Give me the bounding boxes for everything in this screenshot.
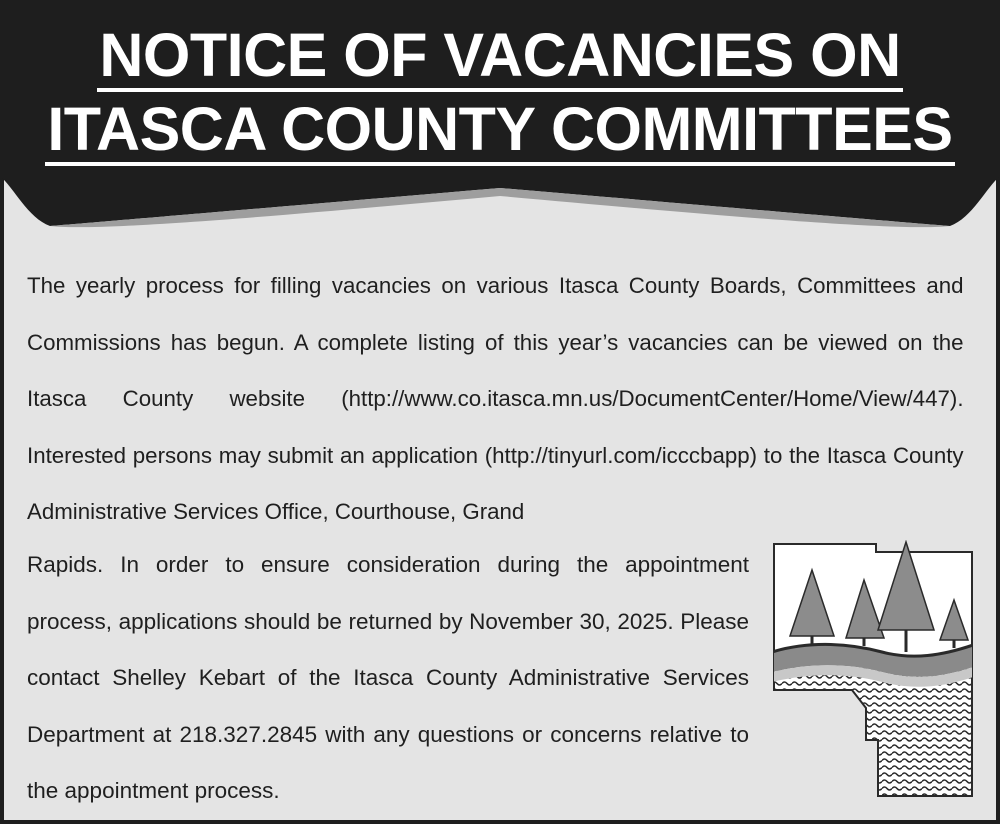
notice-title — [0, 22, 1000, 166]
notice-body-bottom: Rapids. In order to ensure consideration during the appointment process, applications should be returned by November 30, 2025. Please contact Shelley Kebart of the Itasca County Administrative Services Department at 218.327.2845 with any questions or concerns relative to the appointment process. — [27, 552, 749, 803]
itasca-county-logo — [772, 540, 976, 802]
title-line-2: ITASCA COUNTY COMMITTEES — [45, 96, 954, 166]
notice-body-top: The yearly process for filling vacancies on various Itasca County Boards, Committees and Commissions has begun. A complete listing of this year’s vacancies can be viewed on the Itasca County website (http://www.co.itasca.mn.us/DocumentCenter/Home/View/447). Interested persons may submit an application (http://tinyurl.com/icccbapp) to the Itasca County Administrative Services Office, Courthouse, Grand — [27, 273, 964, 524]
lake-waves — [772, 666, 976, 802]
title-line-1: NOTICE OF VACANCIES ON — [97, 22, 902, 92]
